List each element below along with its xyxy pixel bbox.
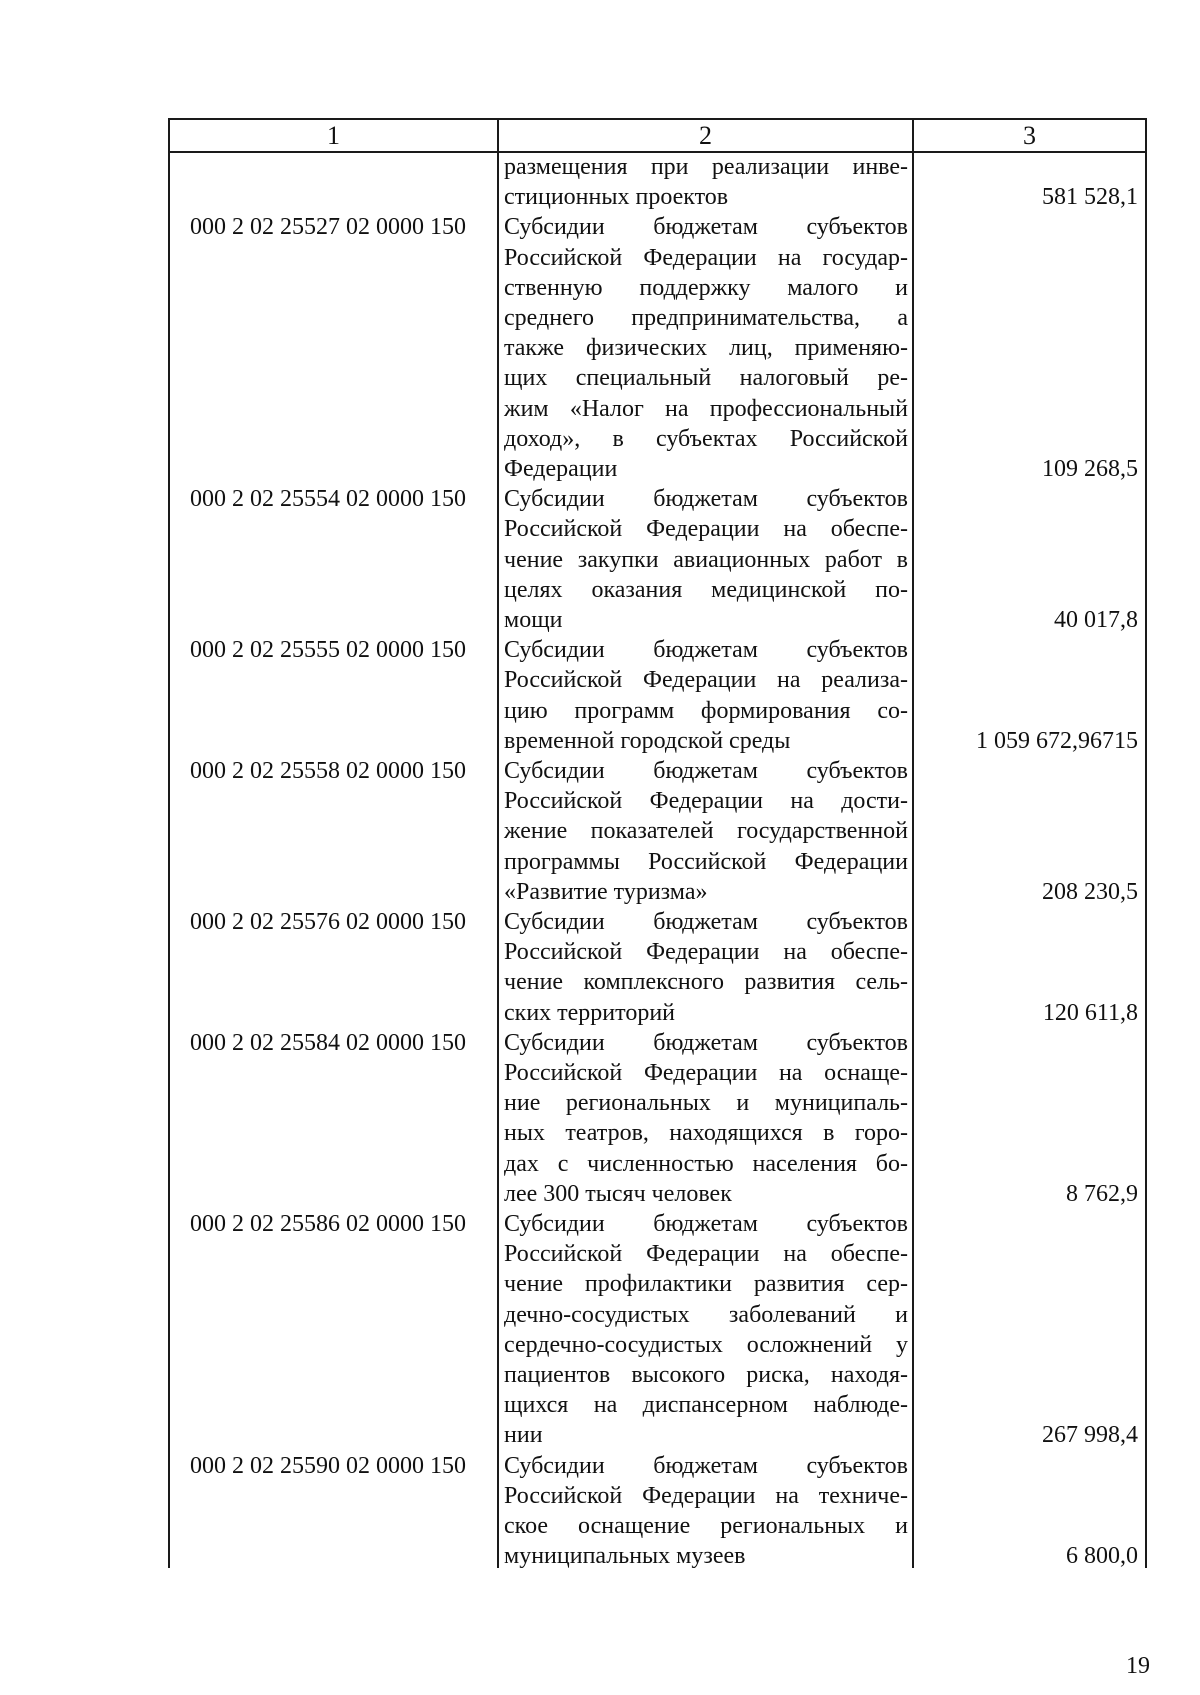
page-number: 19 (1126, 1653, 1150, 1679)
description-line: Российской Федерации на техниче- (504, 1482, 908, 1509)
column-divider-1 (497, 118, 499, 1568)
description-line: программы Российской Федерации (504, 848, 908, 875)
row-code: 000 2 02 25584 02 0000 150 (190, 1029, 466, 1056)
description-line: Субсидии бюджетам субъектов (504, 1029, 908, 1056)
description-line: Субсидии бюджетам субъектов (504, 1452, 908, 1479)
description-line: Субсидии бюджетам субъектов (504, 758, 908, 784)
description-line: сердечно-сосудистых осложнений у (504, 1331, 908, 1358)
description-line: чение профилактики развития сер- (504, 1271, 908, 1298)
description-line: чение закупки авиационных работ в (504, 546, 908, 573)
row-amount: 40 017,8 (1054, 607, 1138, 633)
description-line: целях оказания медицинской по- (504, 576, 908, 603)
description-line: мощи (504, 606, 563, 633)
description-line: Субсидии бюджетам субъектов (504, 637, 908, 664)
table-right-border (1145, 118, 1147, 1568)
description-line: жим «Налог на профессиональный (504, 395, 908, 422)
description-line: Федерации (504, 455, 618, 482)
description-line: Российской Федерации на обеспе- (504, 939, 908, 966)
row-amount: 1 059 672,96715 (976, 727, 1138, 754)
row-description (504, 1028, 908, 1209)
description-line: щих специальный налоговый ре- (504, 365, 908, 392)
row-amount: 6 800,0 (1066, 1543, 1138, 1570)
description-line: Российской Федерации на оснаще- (504, 1059, 908, 1086)
description-line: щихся на диспансерном наблюде- (504, 1392, 908, 1419)
row-amount: 8 762,9 (1066, 1180, 1138, 1207)
row-description (504, 1209, 908, 1451)
row-description (504, 484, 908, 635)
column-header-3: 3 (1023, 121, 1036, 150)
column-header-1: 1 (327, 121, 340, 150)
description-line: Субсидии бюджетам субъектов (504, 214, 908, 241)
description-line: дечно-сосудистых заболеваний и (504, 1301, 908, 1328)
description-line: ных театров, находящихся в горо- (504, 1120, 908, 1147)
description-line: Российской Федерации на дости- (504, 788, 908, 815)
description-line: «Развитие туризма» (504, 878, 708, 905)
description-line: ских территорий (504, 999, 675, 1026)
row-code: 000 2 02 25590 02 0000 150 (190, 1452, 466, 1479)
row-code: 000 2 02 25558 02 0000 150 (190, 758, 466, 784)
row-description (504, 635, 908, 756)
description-line: Российской Федерации на обеспе- (504, 1241, 908, 1268)
row-description (504, 756, 908, 907)
row-code: 000 2 02 25586 02 0000 150 (190, 1211, 466, 1237)
description-line: Субсидии бюджетам субъектов (504, 486, 908, 513)
row-description (504, 152, 908, 212)
row-description (504, 212, 908, 484)
description-line: ское оснащение региональных и (504, 1512, 908, 1539)
description-line: временной городской среды (504, 727, 791, 754)
description-line: пациентов высокого риска, находя- (504, 1361, 908, 1388)
description-line: ние региональных и муниципаль- (504, 1090, 908, 1117)
description-line: дах с численностью населения бо- (504, 1150, 908, 1177)
column-divider-2 (912, 118, 914, 1568)
row-amount: 120 611,8 (1042, 999, 1138, 1026)
row-code: 000 2 02 25554 02 0000 150 (190, 486, 466, 513)
description-line: жение показателей государственной (504, 818, 908, 845)
description-line: размещения при реализации инве- (504, 154, 908, 180)
column-header-2: 2 (699, 121, 712, 150)
row-amount: 581 528,1 (1042, 184, 1138, 211)
description-line: нии (504, 1422, 543, 1449)
row-code: 000 2 02 25527 02 0000 150 (190, 214, 466, 241)
description-line: лее 300 тысяч человек (504, 1180, 732, 1207)
description-line: стиционных проектов (504, 184, 729, 211)
table-left-border (168, 118, 170, 1568)
description-line: среднего предпринимательства, а (504, 304, 908, 331)
row-description (504, 1451, 908, 1572)
row-amount: 109 268,5 (1042, 456, 1138, 482)
description-line: ственную поддержку малого и (504, 274, 908, 301)
description-line: Российской Федерации на государ- (504, 244, 908, 271)
description-line: доход», в субъектах Российской (504, 425, 908, 452)
row-amount: 267 998,4 (1042, 1422, 1138, 1449)
description-line: Российской Федерации на обеспе- (504, 516, 908, 543)
description-line: муниципальных музеев (504, 1543, 746, 1570)
description-line: Субсидии бюджетам субъектов (504, 1211, 908, 1237)
row-amount: 208 230,5 (1042, 878, 1138, 905)
row-code: 000 2 02 25576 02 0000 150 (190, 909, 466, 935)
description-line: также физических лиц, применяю- (504, 335, 908, 362)
description-line: цию программ формирования со- (504, 697, 908, 724)
description-line: чение комплексного развития сель- (504, 969, 908, 996)
row-code: 000 2 02 25555 02 0000 150 (190, 637, 466, 664)
description-line: Субсидии бюджетам субъектов (504, 909, 908, 935)
description-line: Российской Федерации на реализа- (504, 667, 908, 694)
row-description (504, 907, 908, 1028)
